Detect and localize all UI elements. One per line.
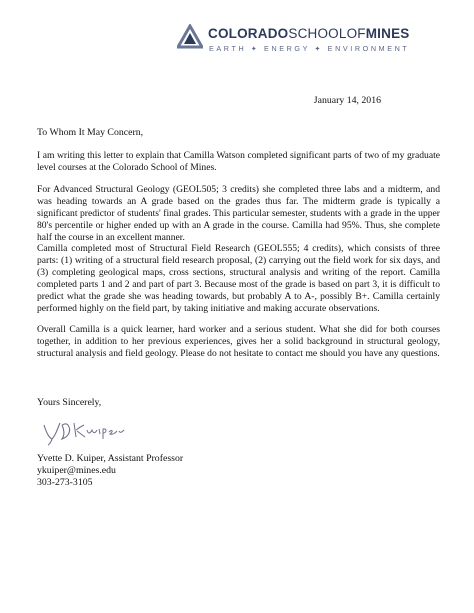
letterhead	[177, 22, 427, 62]
closing: Yours Sincerely,	[37, 397, 102, 408]
handwritten-signature	[40, 417, 130, 447]
signature-block	[37, 453, 183, 488]
school-name: COLORADOSCHOOLOFMINES	[208, 26, 410, 41]
signer-phone: 303-273-3105	[37, 476, 93, 488]
letter-date: January 14, 2016	[313, 95, 381, 106]
school-tagline: EARTH ✦ ENERGY ✦ ENVIRONMENT	[209, 44, 410, 53]
paragraph-structural-geology: For Advanced Structural Geology (GEOL505; 3 credits) she completed three labs and a midterm, and was heading towards an A grade based on the grades thus far. The midterm grade is typically a significant predictor of students' final grades. This particular semester, students with a grade in the upper 80's percentile or higher ended up with an A grade in the course. Camilla had 95%. Thus, she complete half the course in an excellent manner.	[37, 184, 440, 244]
signer-email: ykuiper@mines.edu	[37, 464, 116, 476]
paragraph-summary: Overall Camilla is a quick learner, hard worker and a serious student. What she did for both courses together, in addition to her previous experiences, gives her a solid background in structural geology, structural analysis and field geology. Please do not hesitate to contact me should you have any questions.	[37, 324, 440, 360]
paragraph-intro: I am writing this letter to explain that Camilla Watson completed significant parts of two of my graduate level courses at the Colorado School of Mines.	[37, 150, 440, 174]
paragraph-field-research: Camilla completed most of Structural Field Research (GEOL555; 4 credits), which consists of three parts: (1) writing of a structural field research proposal, (2) carrying out the field work for six days, and (3) completing geological maps, cross sections, structural analysis and writing of the report. Camilla completed parts 1 and 2 and part of part 3. Because most of the grade is based on part 3, it is difficult to predict what the grade she was heading towards, but probably A to A-, possibly B+. Camilla certainly performed highly on the field part, by taking initiative and making accurate observations.	[37, 243, 440, 315]
signer-name: Yvette D. Kuiper, Assistant Professor	[37, 453, 184, 464]
triangle-mountain-logo-icon	[177, 24, 203, 50]
salutation: To Whom It May Concern,	[37, 127, 144, 138]
